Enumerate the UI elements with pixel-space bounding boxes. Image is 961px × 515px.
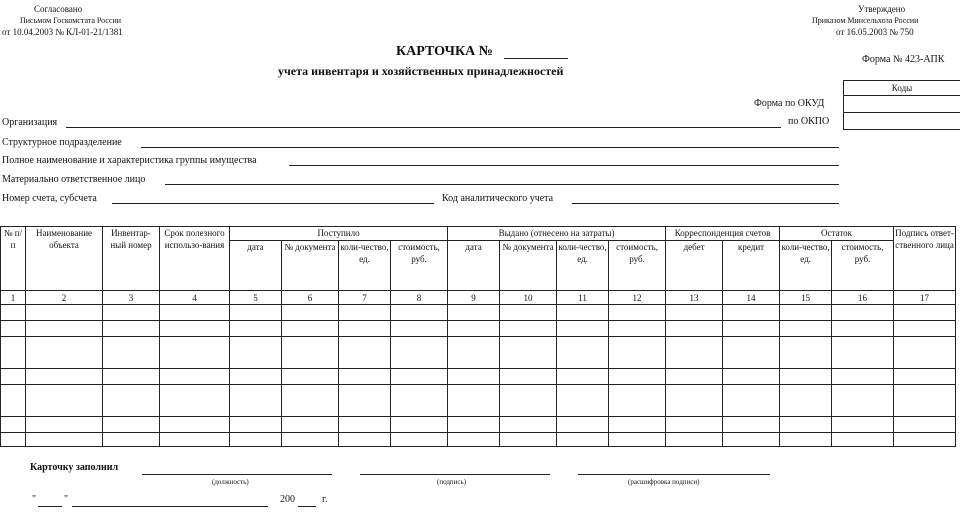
table-cell[interactable] [609,417,666,433]
table-row [1,321,956,337]
col-number: 17 [894,291,956,305]
table-cell[interactable] [26,337,103,369]
organization-label: Организация [2,117,58,128]
table-cell[interactable] [894,337,956,369]
table-cell[interactable] [103,305,160,321]
date-day-line[interactable] [38,506,62,507]
table-cell[interactable] [666,337,723,369]
table-cell[interactable] [160,369,230,385]
okud-code-box[interactable] [843,95,960,113]
col-number: 16 [832,291,894,305]
sub-issued-cost: стоимость, руб. [609,241,666,291]
header-name: Наименование объекта [26,227,103,291]
table-cell[interactable] [780,433,832,447]
table-cell[interactable] [282,385,339,417]
card-number-line[interactable] [504,58,568,59]
full-name-label: Полное наименование и характеристика группы имущества [2,155,257,166]
table-cell[interactable] [160,305,230,321]
table-cell[interactable] [1,417,26,433]
approval-left-line1: Согласовано [34,4,83,14]
table-cell[interactable] [26,369,103,385]
sub-issued-date: дата [448,241,500,291]
column-number-row [1,291,956,305]
table-cell[interactable] [391,321,448,337]
col-number: 9 [448,291,500,305]
table-cell[interactable] [1,321,26,337]
col-number: 2 [26,291,103,305]
table-cell[interactable] [339,305,391,321]
table-header-row [1,227,956,241]
table-cell[interactable] [894,385,956,417]
table-row [1,337,956,369]
signature-line[interactable] [360,474,550,475]
col-number: 13 [666,291,723,305]
table-cell[interactable] [723,433,780,447]
table-cell[interactable] [448,337,500,369]
sub-received-cost: стоимость, руб. [391,241,448,291]
analytic-code-line[interactable] [572,203,839,204]
table-cell[interactable] [339,433,391,447]
table-cell[interactable] [832,417,894,433]
table-cell[interactable] [282,433,339,447]
approval-right-line2: Приказом Минсельхоза России [812,16,919,25]
table-cell[interactable] [391,385,448,417]
table-cell[interactable] [339,385,391,417]
sub-issued-qty: коли-чество, ед. [557,241,609,291]
codes-header-label: Коды [891,83,913,93]
table-cell[interactable] [780,369,832,385]
table-cell[interactable] [500,321,557,337]
col-number: 1 [1,291,26,305]
table-cell[interactable] [160,417,230,433]
decoding-caption: (расшифровка подписи) [628,478,700,486]
filled-by-label: Карточку заполнил [30,462,119,473]
year-line[interactable] [298,506,316,507]
table-cell[interactable] [723,385,780,417]
sub-received-doc: № документа [282,241,339,291]
table-cell[interactable] [103,321,160,337]
table-cell[interactable] [500,417,557,433]
table-cell[interactable] [1,385,26,417]
table-cell[interactable] [832,305,894,321]
table-row [1,305,956,321]
sub-balance-cost: стоимость, руб. [832,241,894,291]
header-inventory-number: Инвентар-ный номер [103,227,160,291]
date-quote-open: " [32,494,37,505]
card-subtitle: учета инвентаря и хозяйственных принадлежностей [278,64,564,78]
col-number: 8 [391,291,448,305]
sub-debit: дебет [666,241,723,291]
table-cell[interactable] [609,321,666,337]
table-cell[interactable] [26,321,103,337]
table-cell[interactable] [609,369,666,385]
table-cell[interactable] [666,305,723,321]
responsible-label: Материально ответственное лицо [2,174,146,185]
year-suffix: г. [322,494,328,505]
table-cell[interactable] [609,337,666,369]
table-cell[interactable] [894,305,956,321]
col-number: 7 [339,291,391,305]
signature-caption: (подпись) [437,478,467,486]
table-cell[interactable] [391,369,448,385]
table-cell[interactable] [1,337,26,369]
table-row [1,369,956,385]
approval-right-line1: Утверждено [858,4,906,14]
analytic-code-label: Код аналитического учета [442,193,554,204]
header-num: № п/п [1,227,26,291]
col-number: 12 [609,291,666,305]
table-row [1,433,956,447]
table-cell[interactable] [666,321,723,337]
table-cell[interactable] [832,321,894,337]
account-line[interactable] [112,203,434,204]
card-title: КАРТОЧКА № [396,44,493,59]
table-cell[interactable] [230,337,282,369]
table-cell[interactable] [391,305,448,321]
table-cell[interactable] [282,305,339,321]
table-cell[interactable] [557,369,609,385]
col-number: 6 [282,291,339,305]
table-cell[interactable] [666,369,723,385]
table-cell[interactable] [448,385,500,417]
table-cell[interactable] [230,321,282,337]
approval-right-line3: от 16.05.2003 № 750 [836,27,914,37]
table-cell[interactable] [723,337,780,369]
table-cell[interactable] [723,321,780,337]
sub-received-date: дата [230,241,282,291]
okpo-code-box[interactable] [843,112,960,130]
table-cell[interactable] [894,321,956,337]
sub-issued-doc: № документа [500,241,557,291]
table-cell[interactable] [160,433,230,447]
table-cell[interactable] [339,337,391,369]
inventory-table [0,226,956,447]
table-cell[interactable] [609,385,666,417]
header-useful-life: Срок полезного использо-вания [160,227,230,291]
table-cell[interactable] [500,385,557,417]
date-month-line[interactable] [72,506,268,507]
table-cell[interactable] [723,417,780,433]
table-row [1,385,956,417]
table-cell[interactable] [448,305,500,321]
table-cell[interactable] [500,305,557,321]
account-label: Номер счета, субсчета [2,193,97,204]
table-cell[interactable] [1,433,26,447]
table-cell[interactable] [500,433,557,447]
table-row [1,417,956,433]
department-label: Структурное подразделение [2,137,122,148]
table-cell[interactable] [103,337,160,369]
table-cell[interactable] [103,369,160,385]
table-cell[interactable] [557,385,609,417]
table-cell[interactable] [666,385,723,417]
table-cell[interactable] [780,385,832,417]
col-number: 14 [723,291,780,305]
table-cell[interactable] [557,417,609,433]
position-line[interactable] [142,474,332,475]
sub-balance-qty: коли-чество, ед. [780,241,832,291]
table-cell[interactable] [894,369,956,385]
table-cell[interactable] [26,417,103,433]
col-number: 3 [103,291,160,305]
table-cell[interactable] [391,417,448,433]
table-cell[interactable] [500,369,557,385]
codes-header [843,80,960,96]
approval-left-line2: Письмом Госкомстата России [20,16,122,25]
table-cell[interactable] [448,369,500,385]
position-caption: (должность) [212,478,249,486]
table-cell[interactable] [230,417,282,433]
form-number: Форма № 423-АПК [862,54,945,65]
table-cell[interactable] [282,417,339,433]
table-cell[interactable] [780,337,832,369]
col-number: 5 [230,291,282,305]
table-cell[interactable] [339,417,391,433]
table-cell[interactable] [26,305,103,321]
table-cell[interactable] [103,433,160,447]
organization-line[interactable] [66,127,781,128]
header-issued: Выдано (отнесено на затраты) [448,227,666,241]
table-cell[interactable] [557,433,609,447]
table-cell[interactable] [609,433,666,447]
table-cell[interactable] [666,417,723,433]
table-body [1,305,956,447]
responsible-line[interactable] [165,184,839,185]
header-correspondence: Корреспонденция счетов [666,227,780,241]
table-cell[interactable] [160,385,230,417]
table-cell[interactable] [832,433,894,447]
table-cell[interactable] [448,433,500,447]
table-cell[interactable] [1,305,26,321]
col-number: 11 [557,291,609,305]
table-cell[interactable] [448,321,500,337]
table-cell[interactable] [103,385,160,417]
col-number: 10 [500,291,557,305]
okud-label: Форма по ОКУД [754,98,825,109]
table-cell[interactable] [557,305,609,321]
table-cell[interactable] [448,417,500,433]
table-cell[interactable] [832,385,894,417]
table-cell[interactable] [26,433,103,447]
table-cell[interactable] [282,321,339,337]
table-cell[interactable] [500,337,557,369]
header-signature: Подпись ответ-ственного лица [894,227,956,291]
table-cell[interactable] [723,369,780,385]
table-cell[interactable] [103,417,160,433]
table-cell[interactable] [832,369,894,385]
sub-credit: кредит [723,241,780,291]
table-cell[interactable] [609,305,666,321]
table-cell[interactable] [780,305,832,321]
table-cell[interactable] [557,337,609,369]
table-cell[interactable] [230,305,282,321]
full-name-line[interactable] [289,165,839,166]
year-prefix: 200 [280,494,295,505]
table-cell[interactable] [894,417,956,433]
table-cell[interactable] [339,321,391,337]
department-line[interactable] [141,147,839,148]
sub-received-qty: коли-чество, ед. [339,241,391,291]
table-cell[interactable] [160,337,230,369]
table-cell[interactable] [230,433,282,447]
date-quote-close: " [64,494,69,505]
table-cell[interactable] [26,385,103,417]
approval-left-line3: от 10.04.2003 № КЛ-01-21/1381 [2,27,123,37]
decoding-line[interactable] [578,474,770,475]
okpo-label: по ОКПО [788,116,830,127]
table-cell[interactable] [780,321,832,337]
table-cell[interactable] [832,337,894,369]
col-number: 15 [780,291,832,305]
table-cell[interactable] [557,321,609,337]
table-cell[interactable] [894,433,956,447]
table-cell[interactable] [230,385,282,417]
header-balance: Остаток [780,227,894,241]
table-cell[interactable] [666,433,723,447]
table-cell[interactable] [160,321,230,337]
table-cell[interactable] [282,337,339,369]
col-number: 4 [160,291,230,305]
table-cell[interactable] [391,433,448,447]
table-cell[interactable] [282,369,339,385]
header-received: Поступило [230,227,448,241]
table-cell[interactable] [780,417,832,433]
table-cell[interactable] [723,305,780,321]
table-cell[interactable] [339,369,391,385]
table-cell[interactable] [1,369,26,385]
table-cell[interactable] [391,337,448,369]
table-cell[interactable] [230,369,282,385]
